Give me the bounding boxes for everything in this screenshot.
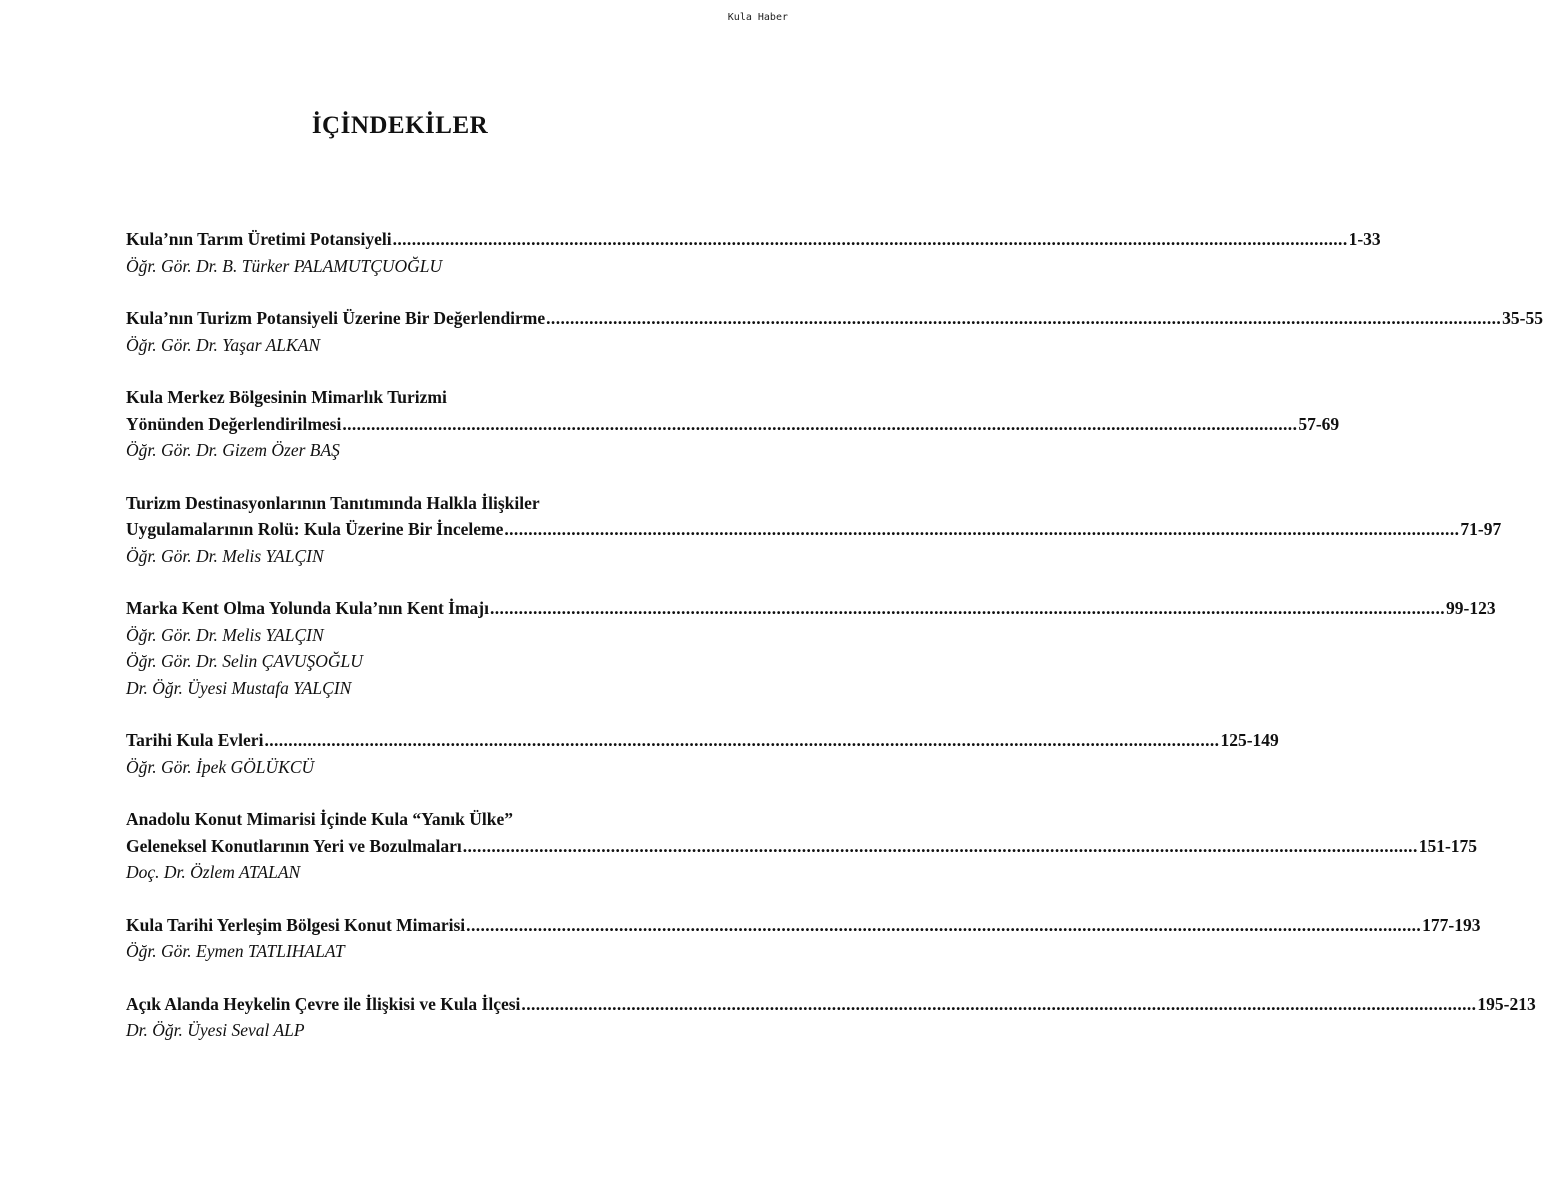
entry-author: Dr. Öğr. Üyesi Seval ALP (126, 1020, 305, 1040)
toc-entry (126, 991, 1536, 1044)
entry-author: Öğr. Gör. Dr. Selin ÇAVUŞOĞLU (126, 651, 363, 671)
entry-author: Öğr. Gör. Dr. Yaşar ALKAN (126, 334, 321, 355)
entry-title-with-pages (126, 305, 1543, 332)
entry-title: Marka Kent Olma Yolunda Kula’nın Kent İmajı (126, 598, 489, 618)
entry-title: Kula’nın Turizm Potansiyeli Üzerine Bir Değerlendirme (126, 308, 546, 328)
entry-author: Öğr. Gör. Dr. Melis YALÇIN (126, 545, 324, 566)
dot-leader: ........................................................................................................................................................................................................ (466, 914, 1422, 935)
page-range: 195-213 (1477, 993, 1536, 1014)
entry-title: Uygulamalarının Rolü: Kula Üzerine Bir İnceleme (126, 519, 504, 539)
toc-entry (126, 490, 1502, 570)
entry-title-line: Turizm Destinasyonlarının Tanıtımında Halkla İlişkiler (126, 492, 540, 513)
dot-leader: ........................................................................................................................................................................................................ (490, 598, 1445, 618)
entry-title-with-pages (126, 226, 1381, 253)
toc-entry (126, 727, 1279, 780)
dot-leader: ........................................................................................................................................................................................................ (342, 413, 1298, 434)
entry-title-line: Anadolu Konut Mimarisi İçinde Kula “Yanık Ülke” (126, 809, 514, 829)
toc-entry (126, 384, 1340, 464)
dot-leader: ........................................................................................................................................................................................................ (392, 229, 1348, 249)
entry-title: Kula’nın Tarım Üretimi Potansiyeli (126, 229, 392, 249)
toc-entry (126, 226, 1381, 279)
entry-author: Doç. Dr. Özlem ATALAN (126, 862, 301, 882)
entry-title-with-pages (126, 516, 1502, 543)
entry-author: Öğr. Gör. Dr. Gizem Özer BAŞ (126, 440, 340, 460)
dot-leader: ........................................................................................................................................................................................................ (546, 308, 1502, 328)
toc-entry (126, 912, 1481, 965)
entry-title: Açık Alanda Heykelin Çevre ile İlişkisi ve Kula İlçesi (126, 993, 521, 1014)
toc-entry (126, 305, 1543, 358)
page-range: 177-193 (1422, 914, 1481, 935)
entry-author: Öğr. Gör. Dr. Melis YALÇIN (126, 624, 324, 645)
entry-author: Öğr. Gör. İpek GÖLÜKCÜ (126, 756, 315, 777)
entry-title: Geleneksel Konutlarının Yeri ve Bozulmaları (126, 835, 462, 856)
watermark-text: Kula Haber (727, 12, 788, 23)
entry-author: Öğr. Gör. Eymen TATLIHALAT (126, 941, 345, 961)
entry-title-with-pages (126, 411, 1340, 438)
page-range: 1-33 (1348, 229, 1381, 249)
dot-leader: ........................................................................................................................................................................................................ (521, 993, 1477, 1014)
entry-author: Öğr. Gör. Dr. B. Türker PALAMUTÇUOĞLU (126, 255, 443, 276)
entry-title-with-pages (126, 727, 1279, 754)
page-range: 71-97 (1460, 519, 1502, 539)
entry-author: Dr. Öğr. Üyesi Mustafa YALÇIN (126, 677, 352, 698)
entry-title-with-pages (126, 595, 1496, 622)
entry-title: Kula Tarihi Yerleşim Bölgesi Konut Mimarisi (126, 914, 466, 935)
dot-leader: ........................................................................................................................................................................................................ (504, 519, 1460, 539)
table-of-contents (126, 226, 1543, 1070)
toc-entry (126, 806, 1478, 886)
entry-title: Tarihi Kula Evleri (126, 730, 264, 750)
page-range: 57-69 (1298, 413, 1340, 434)
entry-title-with-pages (126, 991, 1536, 1018)
dot-leader: ........................................................................................................................................................................................................ (462, 835, 1418, 856)
entry-title-line: Kula Merkez Bölgesinin Mimarlık Turizmi (126, 387, 447, 407)
entry-title-with-pages (126, 833, 1478, 860)
dot-leader: ........................................................................................................................................................................................................ (264, 730, 1220, 750)
page-range: 125-149 (1220, 730, 1279, 750)
entry-title-with-pages (126, 912, 1481, 939)
page-range: 99-123 (1446, 598, 1496, 618)
page-range: 35-55 (1502, 308, 1543, 328)
page-range: 151-175 (1418, 835, 1478, 856)
entry-title: Yönünden Değerlendirilmesi (126, 413, 342, 434)
page-title: İÇİNDEKİLER (311, 112, 489, 139)
toc-entry (126, 595, 1496, 701)
